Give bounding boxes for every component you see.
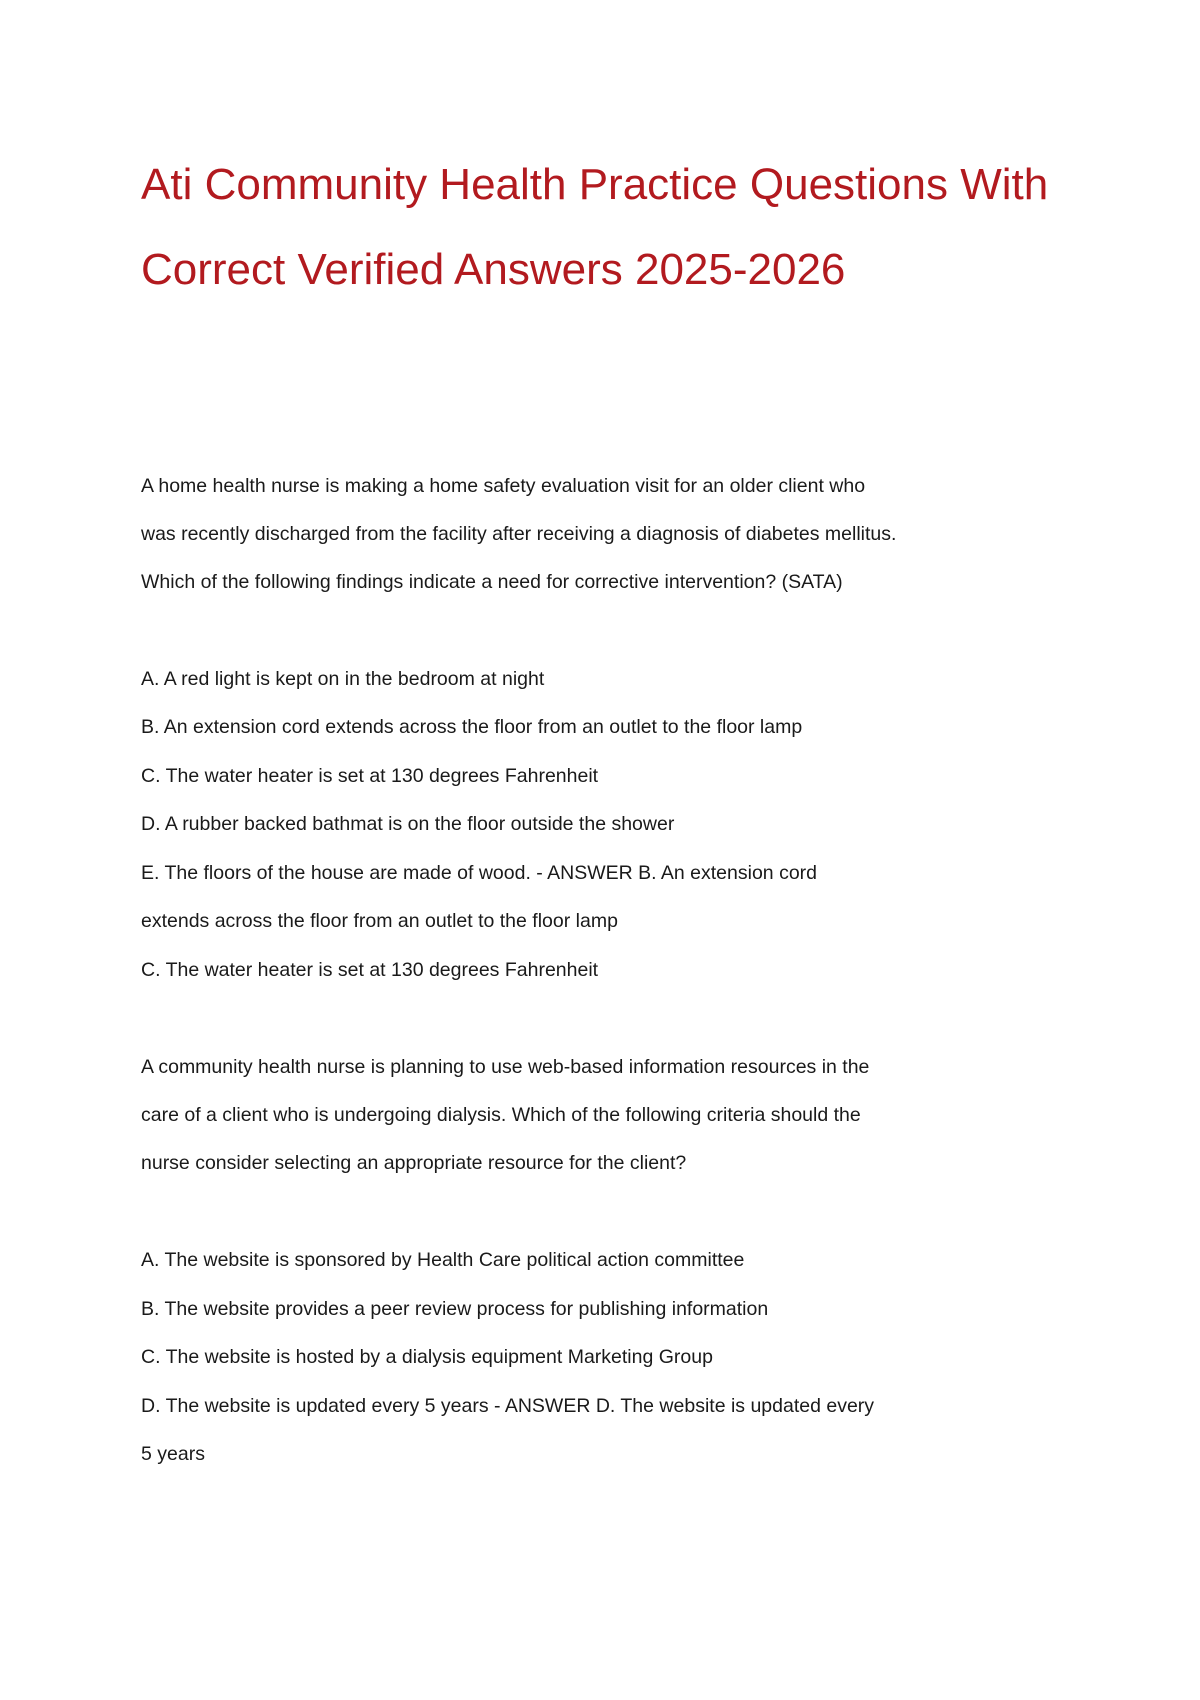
question1-stem-line-3: Which of the following findings indicate a need for corrective intervention? (SATA) [141, 571, 843, 593]
question2-answer-continued: 5 years [141, 1443, 205, 1465]
document-title-line-1: Ati Community Health Practice Questions With [141, 160, 1049, 209]
question1-option-b: B. An extension cord extends across the floor from an outlet to the floor lamp [141, 716, 803, 738]
question2-stem-line-2: care of a client who is undergoing dialysis. Which of the following criteria should the [141, 1104, 861, 1126]
question2-option-a: A. The website is sponsored by Health Care political action committee [141, 1249, 745, 1271]
question1-option-c: C. The water heater is set at 130 degrees Fahrenheit [141, 765, 599, 787]
question2-stem-line-1: A community health nurse is planning to use web-based information resources in the [141, 1056, 870, 1078]
question1-option-a: A. A red light is kept on in the bedroom at night [141, 668, 545, 690]
question1-stem-line-2: was recently discharged from the facility after receiving a diagnosis of diabetes mellitus. [141, 523, 897, 545]
question2-option-d-answer: D. The website is updated every 5 years - ANSWER D. The website is updated every [141, 1395, 875, 1417]
question2-option-c: C. The website is hosted by a dialysis equipment Marketing Group [141, 1346, 713, 1368]
question1-answer-continued: extends across the floor from an outlet to the floor lamp [141, 910, 618, 932]
question1-stem-line-1: A home health nurse is making a home safety evaluation visit for an older client who [141, 475, 866, 497]
question1-answer-c: C. The water heater is set at 130 degrees Fahrenheit [141, 959, 599, 981]
question2-stem-line-3: nurse consider selecting an appropriate resource for the client? [141, 1152, 687, 1174]
question1-option-e-answer: E. The floors of the house are made of wood. - ANSWER B. An extension cord [141, 862, 817, 884]
document-title-line-2: Correct Verified Answers 2025-2026 [141, 245, 846, 294]
question1-option-d: D. A rubber backed bathmat is on the floor outside the shower [141, 813, 675, 835]
question2-option-b: B. The website provides a peer review process for publishing information [141, 1298, 769, 1320]
